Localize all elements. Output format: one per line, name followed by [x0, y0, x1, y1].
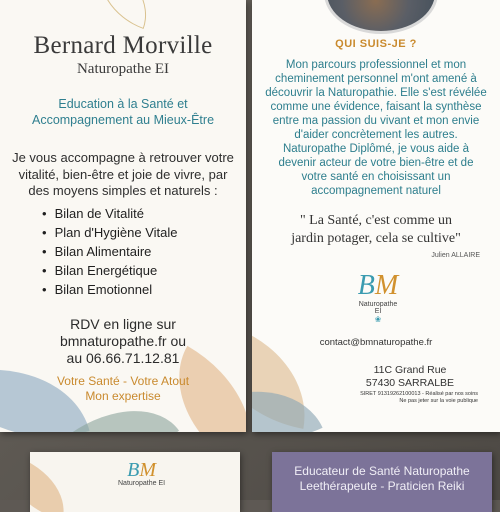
logo-letter-m: M	[374, 270, 399, 301]
lotus-icon: ❀	[374, 315, 382, 324]
quote-line: " La Santé, c'est comme un	[299, 213, 453, 228]
bio-text	[252, 58, 500, 198]
tagline-line: Mon expertise	[85, 389, 161, 403]
website-text: bmnaturopathe.fr ou	[59, 333, 187, 349]
list-item: • Bilan Emotionnel	[42, 280, 178, 299]
bio-line: comme une évidence, faisant la synthèse	[270, 101, 482, 113]
business-card-back	[272, 452, 492, 512]
list-item: • Bilan Alimentaire	[42, 242, 178, 261]
intro-text	[0, 150, 246, 200]
logo-subtitle: Naturopathe EI	[118, 480, 166, 487]
bio-line: Naturopathe Diplômé, je vous aide à	[282, 143, 470, 155]
intro-line: Je vous accompagne à retrouver votre	[12, 150, 234, 165]
bio-line: entre ma passion du vivant et mon envie	[272, 115, 480, 127]
logo-letter-b: B	[127, 459, 140, 481]
quote-line: jardin potager, cela se cultive"	[291, 231, 461, 246]
bio-line: découvrir la Naturopathie. Elle s'est révélée	[265, 87, 487, 99]
flyer-back	[252, 0, 500, 432]
quote-author: Julien ALLAIRE	[431, 252, 480, 259]
logo-monogram	[118, 460, 165, 480]
list-item: • Bilan Energétique	[42, 261, 178, 280]
siret-line: SIRET 91319262100013 - Réalisé par nos soins	[360, 391, 478, 397]
appointment-info	[0, 316, 246, 367]
business-card-front	[30, 452, 240, 512]
bm-logo	[118, 460, 165, 487]
qualification-line: Educateur de Santé Naturopathe	[294, 464, 470, 478]
disposal-line: Ne pas jeter sur la voie publique	[399, 398, 478, 404]
rdv-line: RDV en ligne sur	[70, 316, 176, 332]
logo-subtitle: Naturopathe EI	[358, 301, 398, 315]
decor-leaf-top	[85, 0, 160, 29]
address-line: 57430 SARRALBE	[365, 377, 455, 389]
bio-line: Mon parcours professionnel et mon	[285, 59, 467, 71]
bio-line: cheminement personnel m'ont amené à	[275, 73, 477, 85]
bilan-list	[42, 204, 178, 299]
bio-line: accompagnement naturel	[311, 185, 441, 197]
logo-letter-m: M	[139, 459, 156, 481]
logo-monogram	[356, 272, 400, 300]
practitioner-name: Bernard Morville	[33, 32, 213, 59]
services-heading	[0, 96, 246, 128]
practitioner-title: Naturopathe EI	[76, 61, 170, 77]
portrait-photo	[324, 0, 438, 34]
services-line: Accompagnement au Mieux-Être	[31, 113, 215, 127]
logo-letter-b: B	[357, 270, 375, 301]
phone-number: au 06.66.71.12.81	[66, 350, 180, 366]
bm-logo	[356, 272, 400, 324]
list-item: • Bilan de Vitalité	[42, 204, 178, 223]
intro-line: des moyens simples et naturels :	[28, 183, 218, 198]
bio-line: votre santé en choisissant un	[301, 171, 451, 183]
tagline-line: Votre Santé - Votre Atout	[56, 374, 190, 388]
qualification-line: Leethérapeute - Praticien Reiki	[299, 479, 465, 493]
email-address: contact@bmnaturopathe.fr	[319, 337, 433, 348]
postal-address	[360, 364, 460, 390]
qualifications-text	[272, 464, 492, 494]
services-line: Education à la Santé et	[58, 97, 188, 111]
section-heading: QUI SUIS-JE ?	[335, 38, 417, 50]
address-line: 11C Grand Rue	[373, 364, 447, 376]
legal-notice	[348, 391, 478, 405]
bio-line: d'aider concrètement les autres.	[294, 129, 458, 141]
tagline	[0, 374, 246, 404]
list-item: • Plan d'Hygiène Vitale	[42, 223, 178, 242]
bio-line: devenir acteur de votre bien-être et de	[278, 157, 474, 169]
intro-line: vitalité, bien-être et joie de vivre, par	[18, 166, 228, 182]
flyer-front	[0, 0, 246, 432]
quote	[252, 212, 500, 248]
decor-leaf	[30, 454, 75, 512]
